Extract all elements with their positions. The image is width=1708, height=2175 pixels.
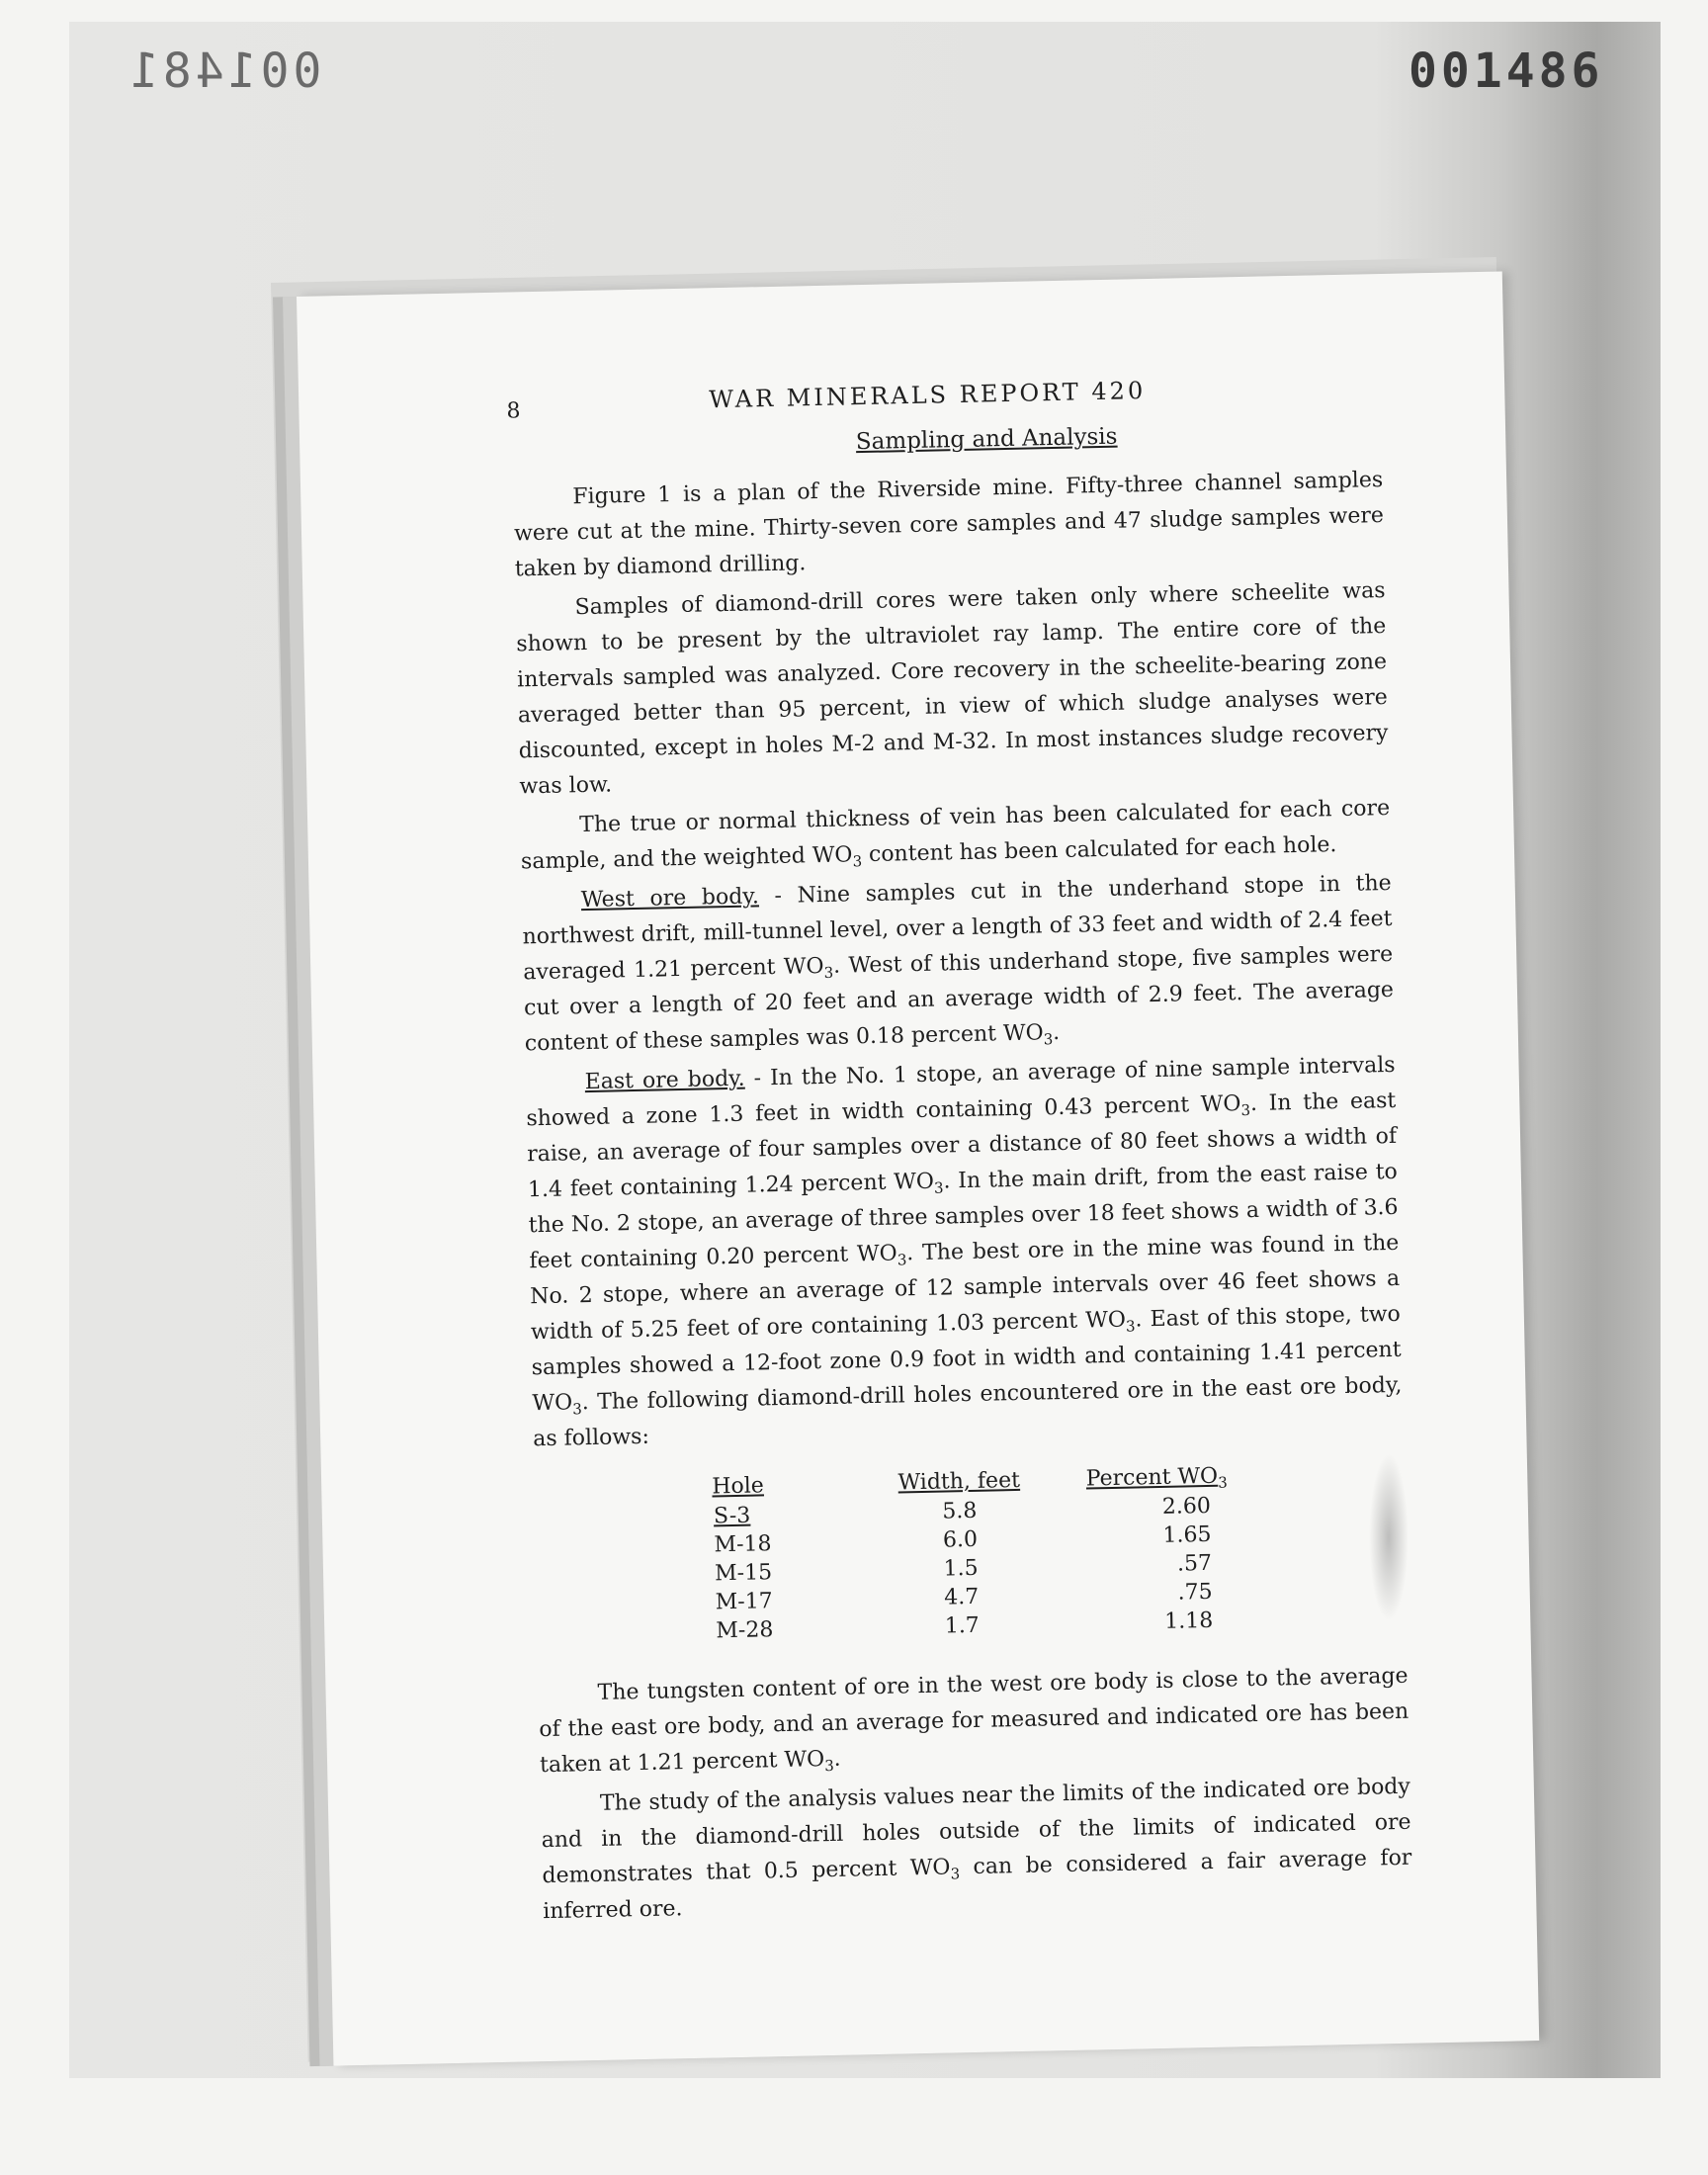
subscript: 3: [1043, 1030, 1054, 1049]
paragraph-text: . The best ore in the mine was found in the No. 2 stope, where an average of 12 sample intervals over 46 feet shows a width of 5.25 feet of ore containing 1.03 percent WO: [529, 1230, 1401, 1346]
east-ore-body-label: East ore body.: [584, 1066, 745, 1095]
drill-hole-table: [712, 1462, 1259, 1645]
cell-width: 1.5: [943, 1555, 979, 1582]
paragraph-text: Samples of diamond-drill cores were taken only where scheelite was shown to be present by the ultraviolet ray lamp. The entire core of the intervals sampled was analyzed. Core recovery in the scheelite-bearing zone averaged better than 95 percent, in view of which sludge analyses were discounted, except in holes M-2 and M-32. In most instances sludge recovery was low.: [516, 578, 1389, 800]
paragraph-text: can be considered a fair average for inferred ore.: [543, 1845, 1412, 1925]
document-stamp: 001486: [1409, 44, 1604, 99]
cell-percent: 2.60: [1161, 1493, 1212, 1520]
section-heading: Sampling and Analysis: [855, 423, 1118, 456]
subscript: 3: [950, 1865, 961, 1883]
paragraph-text: .: [1052, 1019, 1061, 1046]
paragraph-figure: [513, 463, 1385, 587]
subscript: 3: [1240, 1100, 1251, 1120]
paragraph-text: The true or normal thickness of vein has been calculated for each core sample, and the weighted WO: [520, 795, 1391, 875]
subscript: 3: [897, 1251, 907, 1269]
paragraph-text: . The following diamond-drill holes encountered ore in the east ore body, as follows:: [532, 1372, 1403, 1452]
paragraph-inferred-ore: [541, 1770, 1413, 1930]
subscript: 3: [933, 1178, 944, 1197]
page-content: [506, 368, 1413, 1934]
cell-hole: M-18: [714, 1531, 772, 1558]
paragraph-thickness: [520, 791, 1391, 880]
paragraph-text: The study of the analysis values near the limits of the indicated ore body and in the diamond-drill holes outside of the limits of indicated ore demonstrates that 0.5 percent WO: [541, 1774, 1411, 1889]
cell-percent: .75: [1177, 1579, 1213, 1606]
subscript: 3: [823, 963, 834, 982]
paragraph-text: - In the No. 1 stope, an average of nine sample intervals showed a zone 1.3 feet in width containing 0.43 percent WO: [526, 1052, 1396, 1132]
cell-width: 6.0: [942, 1526, 979, 1553]
document-stamp-mirrored: 001481: [127, 44, 322, 99]
paragraph-text: - Nine samples cut in the underhand stope in the northwest drift, mill-tunnel level, over a length of 33 feet and width of 2.4 feet averaged 1.21 percent WO: [522, 870, 1393, 986]
subscript: 3: [824, 1756, 834, 1776]
scan-smudge: [1369, 1453, 1409, 1621]
paragraph-text: . East of this stope, two samples showed a 12-foot zone 0.9 foot in width and containing 1.41 percent WO: [531, 1301, 1402, 1417]
paragraph-text: . In the main drift, from the east raise to the No. 2 stope, an average of three samples over 18 feet shows a width of 3.6 feet containing 0.20 percent WO: [528, 1159, 1399, 1274]
west-ore-body-label: West ore body.: [580, 884, 760, 914]
cell-percent: 1.18: [1164, 1608, 1214, 1634]
column-header-percent-text: Percent WO: [1085, 1463, 1219, 1492]
subscript: 3: [852, 852, 863, 871]
subscript: 3: [1218, 1473, 1228, 1492]
column-header-hole: Hole: [712, 1473, 765, 1500]
paragraph-text: Figure 1 is a plan of the Riverside mine. Fifty-three channel samples were cut at the mine. Thirty-seven core samples and 47 sludge samples were taken by diamond drilling.: [513, 468, 1385, 582]
cell-hole: M-28: [716, 1617, 774, 1644]
paragraph-text: . In the east raise, an average of four samples over a distance of 80 feet shows a width of 1.4 feet containing 1.24 percent WO: [526, 1088, 1398, 1203]
cell-width: 4.7: [943, 1584, 980, 1610]
cell-percent: 1.65: [1162, 1522, 1212, 1548]
paragraph-text: The tungsten content of ore in the west ore body is close to the average of the east ore body, and an average for measured and indicated ore has been taken at 1.21 percent WO: [539, 1663, 1409, 1779]
paragraph-text: . West of this underhand stope, five samples were cut over a length of 20 feet and an average width of 2.9 feet. The average content of these samples was 0.18 percent WO: [523, 941, 1395, 1057]
paragraph-sampling: [515, 573, 1389, 805]
paragraph-text: content has been calculated for each hole.: [861, 832, 1337, 868]
cell-width: 1.7: [944, 1612, 981, 1639]
paragraph-east-ore-body: [525, 1048, 1403, 1457]
page-number: 8: [506, 398, 521, 424]
paragraph-text: .: [833, 1746, 841, 1772]
cell-percent: .57: [1176, 1550, 1213, 1577]
column-header-width: Width, feet: [897, 1467, 1021, 1496]
column-header-percent: [1058, 1462, 1256, 1495]
subscript: 3: [572, 1400, 583, 1419]
cell-hole: M-15: [714, 1560, 773, 1587]
paragraph-tungsten-content: [538, 1659, 1409, 1784]
subscript: 3: [1125, 1317, 1136, 1336]
paragraph-west-ore-body: [521, 866, 1395, 1062]
cell-hole: S-3: [713, 1503, 751, 1529]
cell-hole: M-17: [715, 1589, 773, 1615]
cell-width: 5.8: [942, 1498, 978, 1524]
report-title: WAR MINERALS REPORT 420: [708, 377, 1147, 414]
book-page: [297, 271, 1539, 2065]
